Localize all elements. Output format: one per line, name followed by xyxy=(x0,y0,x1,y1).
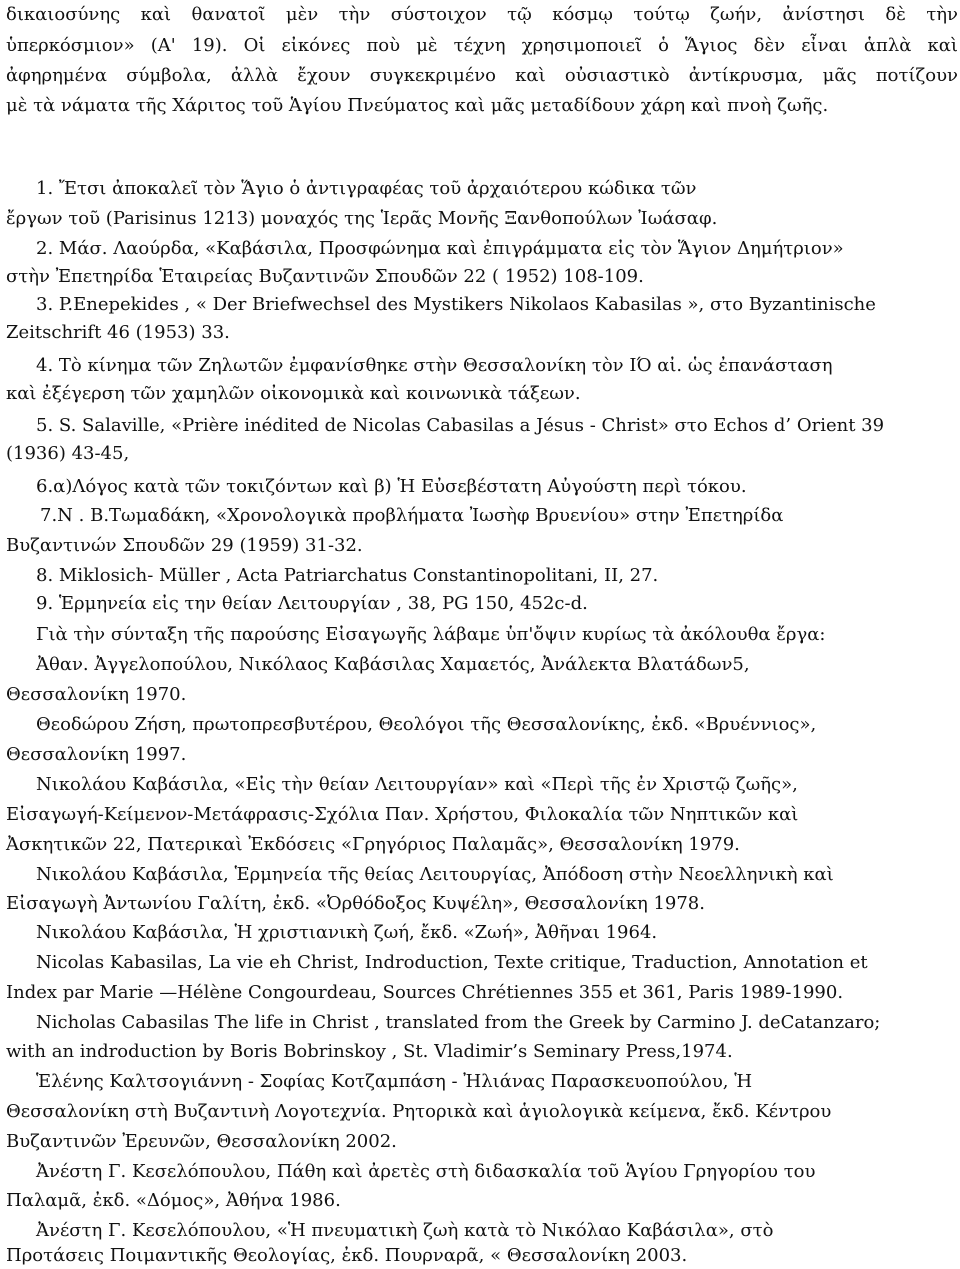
note-9: 9. Ἑρμηνεία εἰς την θείαν Λειτουργίαν , 38, PG 150, 452c-d. xyxy=(36,593,588,614)
biblio-4-line-2: Εἰσαγωγὴ Ἀντωνίου Γαλίτη, ἐκδ. «Ὀρθόδοξος Κυψέλη», Θεσσαλονίκη 1978. xyxy=(6,893,705,914)
biblio-8-line-1: Ἑλένης Καλτσογιάννη - Σοφίας Κοτζαμπάση - Ἠλιάνας Παρασκευοπούλου, Ἡ xyxy=(36,1071,753,1092)
note-7-line-2: Βυζαντινών Σπουδῶν 29 (1959) 31-32. xyxy=(6,535,363,556)
biblio-1-line-2: Θεσσαλονίκη 1970. xyxy=(6,684,187,705)
intro-line-3: ἀφηρημένα σύμβολα, ἀλλὰ ἔχουν συγκεκριμένο καὶ οὐσιαστικὸ ἀντίκρυσμα, μᾶς ποτίζουν xyxy=(6,65,958,86)
biblio-7-line-2: with an indroduction by Boris Bobrinskoy , St. Vladimir’s Seminary Press,1974. xyxy=(6,1041,733,1062)
note-8: 8. Miklosich- Müller , Acta Patriarchatus Constantinopolitani, II, 27. xyxy=(36,565,659,586)
note-3-line-1: 3. P.Enepekides , « Der Briefwechsel des Mystikers Nikolaos Kabasilas », στο Byzantinische xyxy=(36,294,876,315)
note-5-line-2: (1936) 43-45, xyxy=(6,443,130,464)
biblio-8-line-3: Βυζαντινῶν Ἐρευνῶν, Θεσσαλονίκη 2002. xyxy=(6,1131,397,1152)
note-3-line-2: Zeitschrift 46 (1953) 33. xyxy=(6,322,230,343)
biblio-3-line-1: Νικολάου Καβάσιλα, «Εἰς τὴν θείαν Λειτουργίαν» καὶ «Περὶ τῆς ἐν Χριστῷ ζωῆς», xyxy=(36,774,798,795)
biblio-9-line-2: Παλαμᾶ, ἐκδ. «Δόμος», Ἀθήνα 1986. xyxy=(6,1190,341,1211)
biblio-2-line-1: Θεοδώρου Ζήση, πρωτοπρεσβυτέρου, Θεολόγοι τῆς Θεσσαλονίκης, ἐκδ. «Βρυέννιος», xyxy=(36,714,817,735)
biblio-3-line-2: Εἰσαγωγή-Κείμενον-Μετάφρασις-Σχόλια Παν. Χρήστου, Φιλοκαλία τῶν Νηπτικῶν καὶ xyxy=(6,804,799,825)
biblio-3-line-3: Ἀσκητικῶν 22, Πατερικαὶ Ἐκδόσεις «Γρηγόριος Παλαμᾶς», Θεσσαλονίκη 1979. xyxy=(6,834,740,855)
intro-line-1: δικαιοσύνης καὶ θανατοῖ μὲν τὴν σύστοιχον τῷ κόσμῳ τούτῳ ζωήν, ἀνίστησι δὲ τὴν xyxy=(6,4,958,25)
biblio-intro: Γιὰ τὴν σύνταξη τῆς παρούσης Εἰσαγωγῆς λάβαμε ὑπ'ὄψιν κυρίως τὰ ἀκόλουθα ἔργα: xyxy=(36,624,826,645)
biblio-6-line-2: Index par Marie —Hélène Congourdeau, Sources Chrétiennes 355 et 361, Paris 1989-1990. xyxy=(6,982,844,1003)
biblio-4-line-1: Νικολάου Καβάσιλα, Ἑρμηνεία τῆς θείας Λειτουργίας, Ἀπόδοση στὴν Νεοελληνικὴ καὶ xyxy=(36,864,834,885)
note-4-line-1: 4. Τὸ κίνημα τῶν Ζηλωτῶν ἐμφανίσθηκε στὴν Θεσσαλονίκη τὸν ΙΌ αἰ. ὡς ἐπανάσταση xyxy=(36,355,833,376)
note-5-line-1: 5. S. Salaville, «Prière inédited de Nicolas Cabasilas a Jésus - Christ» στο Echos d’ Orient 39 xyxy=(36,415,885,436)
biblio-1-line-1: Ἀθαν. Ἀγγελοπούλου, Νικόλαος Καβάσιλας Χαμαετός, Ἀνάλεκτα Βλατάδων5, xyxy=(36,654,750,675)
biblio-5: Νικολάου Καβάσιλα, Ἡ χριστιανικὴ ζωή, ἔκδ. «Ζωή», Ἀθῆναι 1964. xyxy=(36,922,658,943)
note-6: 6.α)Λόγος κατὰ τῶν τοκιζόντων καὶ β) Ἡ Εὐσεβέστατη Αὐγούστη περὶ τόκου. xyxy=(36,476,747,497)
note-2-line-1: 2. Μάσ. Λαούρδα, «Καβάσιλα, Προσφώνημα καὶ ἐπιγράμματα εἰς τὸν Ἅγιον Δημήτριον» xyxy=(36,238,844,259)
note-4-line-2: καὶ ἐξέγερση τῶν χαμηλῶν οἰκονομικὰ καὶ κοινωνικὰ τάξεων. xyxy=(6,383,581,404)
biblio-7-line-1: Nicholas Cabasilas The life in Christ , translated from the Greek by Carmino J. deCatanzaro; xyxy=(36,1012,881,1033)
biblio-10-line-2: Προτάσεις Ποιμαντικῆς Θεολογίας, ἐκδ. Πουρναρᾶ, « Θεσσαλονίκη 2003. xyxy=(6,1245,688,1266)
intro-line-4: μὲ τὰ νάματα τῆς Χάριτος τοῦ Ἁγίου Πνεύματος καὶ μᾶς μεταδίδουν χάρη καὶ πνοὴ ζωῆς. xyxy=(6,95,829,116)
biblio-8-line-2: Θεσσαλονίκη στὴ Βυζαντινὴ Λογοτεχνία. Ρητορικὰ καὶ ἁγιολογικὰ κείμενα, ἔκδ. Κέντρου xyxy=(6,1101,832,1122)
biblio-10-line-1: Ἀνέστη Γ. Κεσελόπουλου, «Ἡ πνευματικὴ ζωὴ κατὰ τὸ Νικόλαο Καβάσιλα», στὸ xyxy=(36,1220,774,1241)
intro-line-2: ὑπερκόσμιον» (Α' 19). Οἱ εἰκόνες ποὺ μὲ τέχνη χρησιμοποιεῖ ὁ Ἅγιος δὲν εἶναι ἁπλὰ καὶ xyxy=(6,35,958,56)
biblio-6-line-1: Nicolas Kabasilas, La vie eh Christ, Indroduction, Texte critique, Traduction, Annotation et xyxy=(36,952,868,973)
note-1-line-1: 1. Ἔτσι ἀποκαλεῖ τὸν Ἅγιο ὁ ἀντιγραφέας τοῦ ἀρχαιότερου κώδικα τῶν xyxy=(36,178,697,199)
note-2-line-2: στὴν Ἐπετηρίδα Ἑταιρείας Βυζαντινῶν Σπουδῶν 22 ( 1952) 108-109. xyxy=(6,266,644,287)
note-7-line-1: 7.Ν . Β.Τωμαδάκη, «Χρονολογικὰ προβλήματα Ἰωσὴφ Βρυενίου» στην Ἐπετηρίδα xyxy=(40,505,784,526)
biblio-9-line-1: Ἀνέστη Γ. Κεσελόπουλου, Πάθη καὶ ἀρετὲς στὴ διδασκαλία τοῦ Ἁγίου Γρηγορίου του xyxy=(36,1161,816,1182)
note-1-line-2: ἔργων τοῦ (Parisinus 1213) μοναχός της Ἱερᾶς Μονῆς Ξανθοπούλων Ἰωάσαφ. xyxy=(6,208,718,229)
biblio-2-line-2: Θεσσαλονίκη 1997. xyxy=(6,744,187,765)
